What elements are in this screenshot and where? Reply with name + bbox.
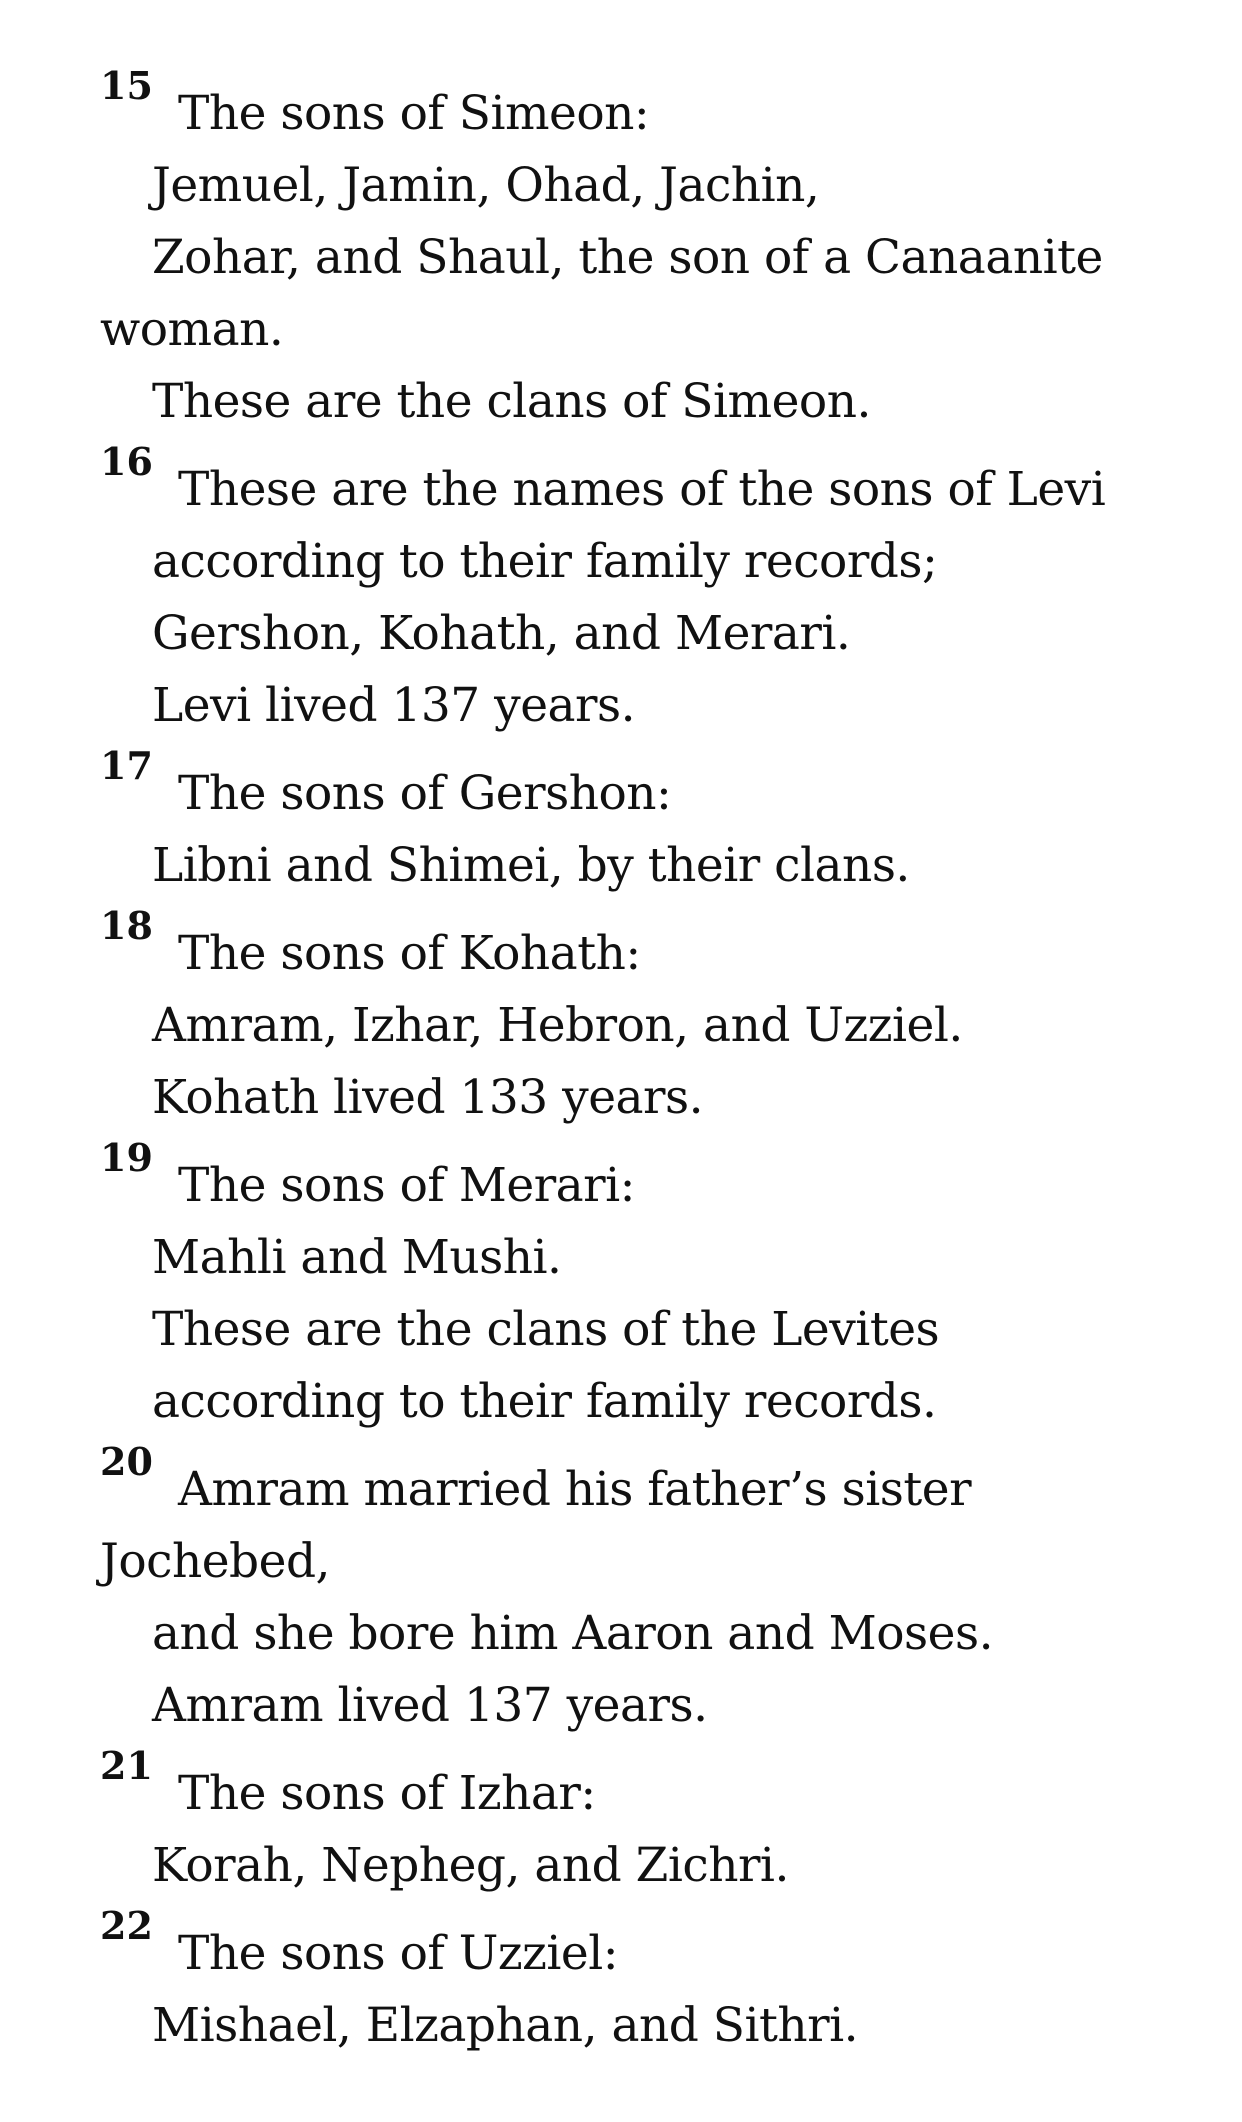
- verse-number: 20: [100, 1439, 153, 1484]
- verse-line: The sons of Uzziel:: [178, 1926, 619, 1981]
- verse-number: 19: [100, 1135, 153, 1180]
- verse-number: 16: [100, 439, 153, 484]
- verse-line: The sons of Izhar:: [178, 1766, 596, 1821]
- verse-line: Amram married his father’s sister: [178, 1462, 972, 1517]
- verse-line: Jemuel, Jamin, Ohad, Jachin,: [152, 158, 820, 213]
- verse-line: Mahli and Mushi.: [152, 1230, 562, 1285]
- verse-line: according to their family records;: [152, 534, 938, 589]
- verse-line: woman.: [100, 302, 284, 357]
- verse-line: The sons of Merari:: [178, 1158, 636, 1213]
- verse-line: Kohath lived 133 years.: [152, 1070, 704, 1125]
- verse-line: These are the names of the sons of Levi: [178, 462, 1106, 517]
- verse-line: Jochebed,: [100, 1534, 330, 1589]
- verse-line: Libni and Shimei, by their clans.: [152, 838, 910, 893]
- verse-number: 22: [100, 1903, 153, 1948]
- verse-number: 15: [100, 63, 153, 108]
- verse-number: 21: [100, 1743, 153, 1788]
- verse-line: Levi lived 137 years.: [152, 678, 636, 733]
- verse-line: These are the clans of the Levites: [152, 1302, 940, 1357]
- verse-line: Amram, Izhar, Hebron, and Uzziel.: [152, 998, 963, 1053]
- verse-line: The sons of Gershon:: [178, 766, 672, 821]
- verse-line: according to their family records.: [152, 1374, 937, 1429]
- verse-line: The sons of Simeon:: [178, 86, 650, 141]
- verse-line: Korah, Nepheg, and Zichri.: [152, 1838, 789, 1893]
- verse-line: Gershon, Kohath, and Merari.: [152, 606, 851, 661]
- verse-line: Mishael, Elzaphan, and Sithri.: [152, 1998, 859, 2053]
- verse-number: 18: [100, 903, 153, 948]
- verse-number: 17: [100, 743, 153, 788]
- verse-line: Amram lived 137 years.: [152, 1678, 708, 1733]
- verse-line: The sons of Kohath:: [178, 926, 641, 981]
- verse-line: and she bore him Aaron and Moses.: [152, 1606, 994, 1661]
- verse-line: These are the clans of Simeon.: [152, 374, 871, 429]
- verse-line: Zohar, and Shaul, the son of a Canaanite: [152, 230, 1103, 285]
